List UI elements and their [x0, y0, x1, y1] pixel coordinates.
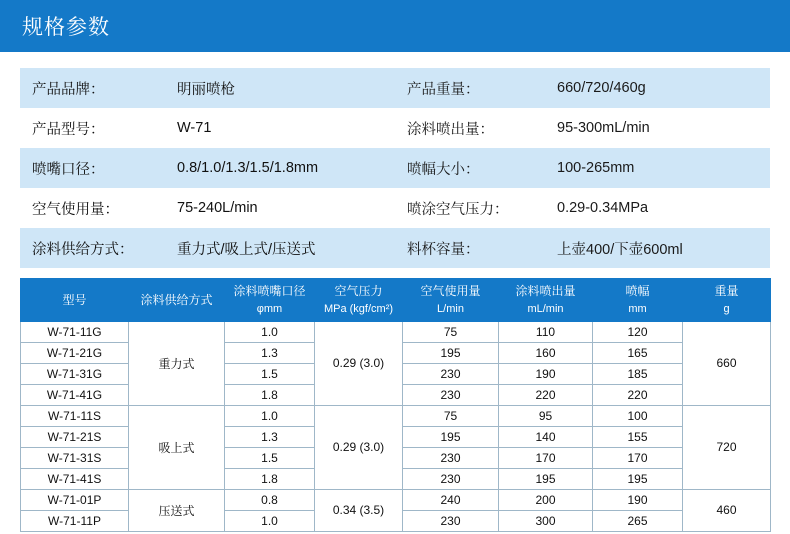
header-unit: mL/min	[527, 303, 564, 315]
cell-model: W-71-31G	[21, 363, 129, 384]
spec-value: 95-300mL/min	[545, 108, 770, 148]
spec-value: 75-240L/min	[165, 188, 395, 228]
cell-air: 230	[403, 363, 499, 384]
column-header-supply	[129, 279, 225, 322]
spec-label: 空气使用量：	[20, 188, 165, 228]
spec-label: 喷嘴口径：	[20, 148, 165, 188]
cell-nozzle: 1.3	[225, 426, 315, 447]
cell-nozzle: 1.8	[225, 384, 315, 405]
cell-width: 155	[593, 426, 683, 447]
spec-value: 上壶400/下壶600ml	[545, 228, 770, 268]
table-row	[21, 405, 771, 426]
cell-width: 165	[593, 342, 683, 363]
cell-output: 170	[499, 447, 593, 468]
cell-nozzle: 1.0	[225, 405, 315, 426]
header-label: 重量	[714, 284, 739, 298]
cell-air: 75	[403, 321, 499, 342]
spec-label: 喷幅大小：	[395, 148, 545, 188]
cell-nozzle: 1.8	[225, 468, 315, 489]
spec-value: 重力式/吸上式/压送式	[165, 228, 395, 268]
header-label: 型号	[62, 292, 87, 307]
column-header-output	[499, 279, 593, 322]
header-label: 涂料喷出量	[515, 284, 576, 298]
spec-label: 产品品牌：	[20, 68, 165, 108]
cell-model: W-71-41S	[21, 468, 129, 489]
cell-air: 75	[403, 405, 499, 426]
column-header-spray-width	[593, 279, 683, 322]
header-unit: φmm	[256, 303, 283, 315]
spec-summary-section	[0, 52, 790, 274]
cell-output: 160	[499, 342, 593, 363]
cell-pressure-group: 0.29 (3.0)	[315, 405, 403, 489]
cell-air: 195	[403, 342, 499, 363]
spec-row	[20, 228, 770, 268]
header-label: 空气压力	[334, 284, 383, 298]
table-header-row	[21, 279, 771, 322]
spec-value: 0.8/1.0/1.3/1.5/1.8mm	[165, 148, 395, 188]
cell-width: 170	[593, 447, 683, 468]
spec-value: W-71	[165, 108, 395, 148]
cell-output: 300	[499, 510, 593, 531]
cell-model: W-71-31S	[21, 447, 129, 468]
spec-label: 涂料喷出量：	[395, 108, 545, 148]
cell-nozzle: 1.5	[225, 447, 315, 468]
cell-pressure-group: 0.29 (3.0)	[315, 321, 403, 405]
spec-label: 产品型号：	[20, 108, 165, 148]
cell-air: 195	[403, 426, 499, 447]
cell-width: 100	[593, 405, 683, 426]
header-unit: L/min	[437, 303, 464, 315]
spec-label: 喷涂空气压力：	[395, 188, 545, 228]
cell-model: W-71-21G	[21, 342, 129, 363]
column-header-nozzle	[225, 279, 315, 322]
header-unit: mm	[628, 303, 647, 315]
spec-row	[20, 188, 770, 228]
cell-model: W-71-01P	[21, 489, 129, 510]
cell-output: 110	[499, 321, 593, 342]
cell-pressure-group: 0.34 (3.5)	[315, 489, 403, 531]
cell-air: 230	[403, 384, 499, 405]
model-table	[20, 278, 771, 532]
spec-value: 0.29-0.34MPa	[545, 188, 770, 228]
spec-value: 660/720/460g	[545, 68, 770, 108]
cell-width: 190	[593, 489, 683, 510]
cell-model: W-71-11G	[21, 321, 129, 342]
cell-air: 230	[403, 468, 499, 489]
cell-width: 120	[593, 321, 683, 342]
spec-label: 产品重量：	[395, 68, 545, 108]
cell-supply-group: 压送式	[129, 489, 225, 531]
table-row	[21, 321, 771, 342]
cell-weight-group: 660	[683, 321, 771, 405]
cell-supply-group: 重力式	[129, 321, 225, 405]
cell-nozzle: 0.8	[225, 489, 315, 510]
cell-nozzle: 1.3	[225, 342, 315, 363]
cell-nozzle: 1.0	[225, 510, 315, 531]
cell-width: 265	[593, 510, 683, 531]
page-header	[0, 0, 790, 52]
spec-row	[20, 148, 770, 188]
cell-nozzle: 1.5	[225, 363, 315, 384]
cell-width: 195	[593, 468, 683, 489]
cell-air: 230	[403, 447, 499, 468]
cell-output: 140	[499, 426, 593, 447]
page-title: 规格参数	[22, 16, 110, 39]
column-header-model	[21, 279, 129, 322]
spec-value: 明丽喷枪	[165, 68, 395, 108]
cell-output: 220	[499, 384, 593, 405]
cell-weight-group: 460	[683, 489, 771, 531]
cell-width: 220	[593, 384, 683, 405]
spec-summary-table	[20, 68, 770, 268]
column-header-air-consumption	[403, 279, 499, 322]
spec-row	[20, 108, 770, 148]
spec-value: 100-265mm	[545, 148, 770, 188]
header-unit: MPa (kgf/cm²)	[323, 303, 394, 315]
header-unit: g	[723, 303, 730, 315]
column-header-air-pressure	[315, 279, 403, 322]
cell-air: 240	[403, 489, 499, 510]
cell-output: 190	[499, 363, 593, 384]
cell-supply-group: 吸上式	[129, 405, 225, 489]
cell-model: W-71-41G	[21, 384, 129, 405]
cell-model: W-71-21S	[21, 426, 129, 447]
cell-nozzle: 1.0	[225, 321, 315, 342]
cell-air: 230	[403, 510, 499, 531]
table-row	[21, 489, 771, 510]
cell-output: 95	[499, 405, 593, 426]
spec-label: 涂料供给方式：	[20, 228, 165, 268]
model-table-section	[0, 274, 790, 532]
spec-label: 料杯容量：	[395, 228, 545, 268]
cell-output: 195	[499, 468, 593, 489]
cell-model: W-71-11P	[21, 510, 129, 531]
cell-model: W-71-11S	[21, 405, 129, 426]
cell-width: 185	[593, 363, 683, 384]
cell-weight-group: 720	[683, 405, 771, 489]
header-label: 涂料供给方式	[140, 292, 213, 307]
header-label: 涂料喷嘴口径	[233, 284, 306, 298]
spec-row	[20, 68, 770, 108]
cell-output: 200	[499, 489, 593, 510]
column-header-weight	[683, 279, 771, 322]
header-label: 喷幅	[625, 284, 650, 298]
header-label: 空气使用量	[420, 284, 481, 298]
